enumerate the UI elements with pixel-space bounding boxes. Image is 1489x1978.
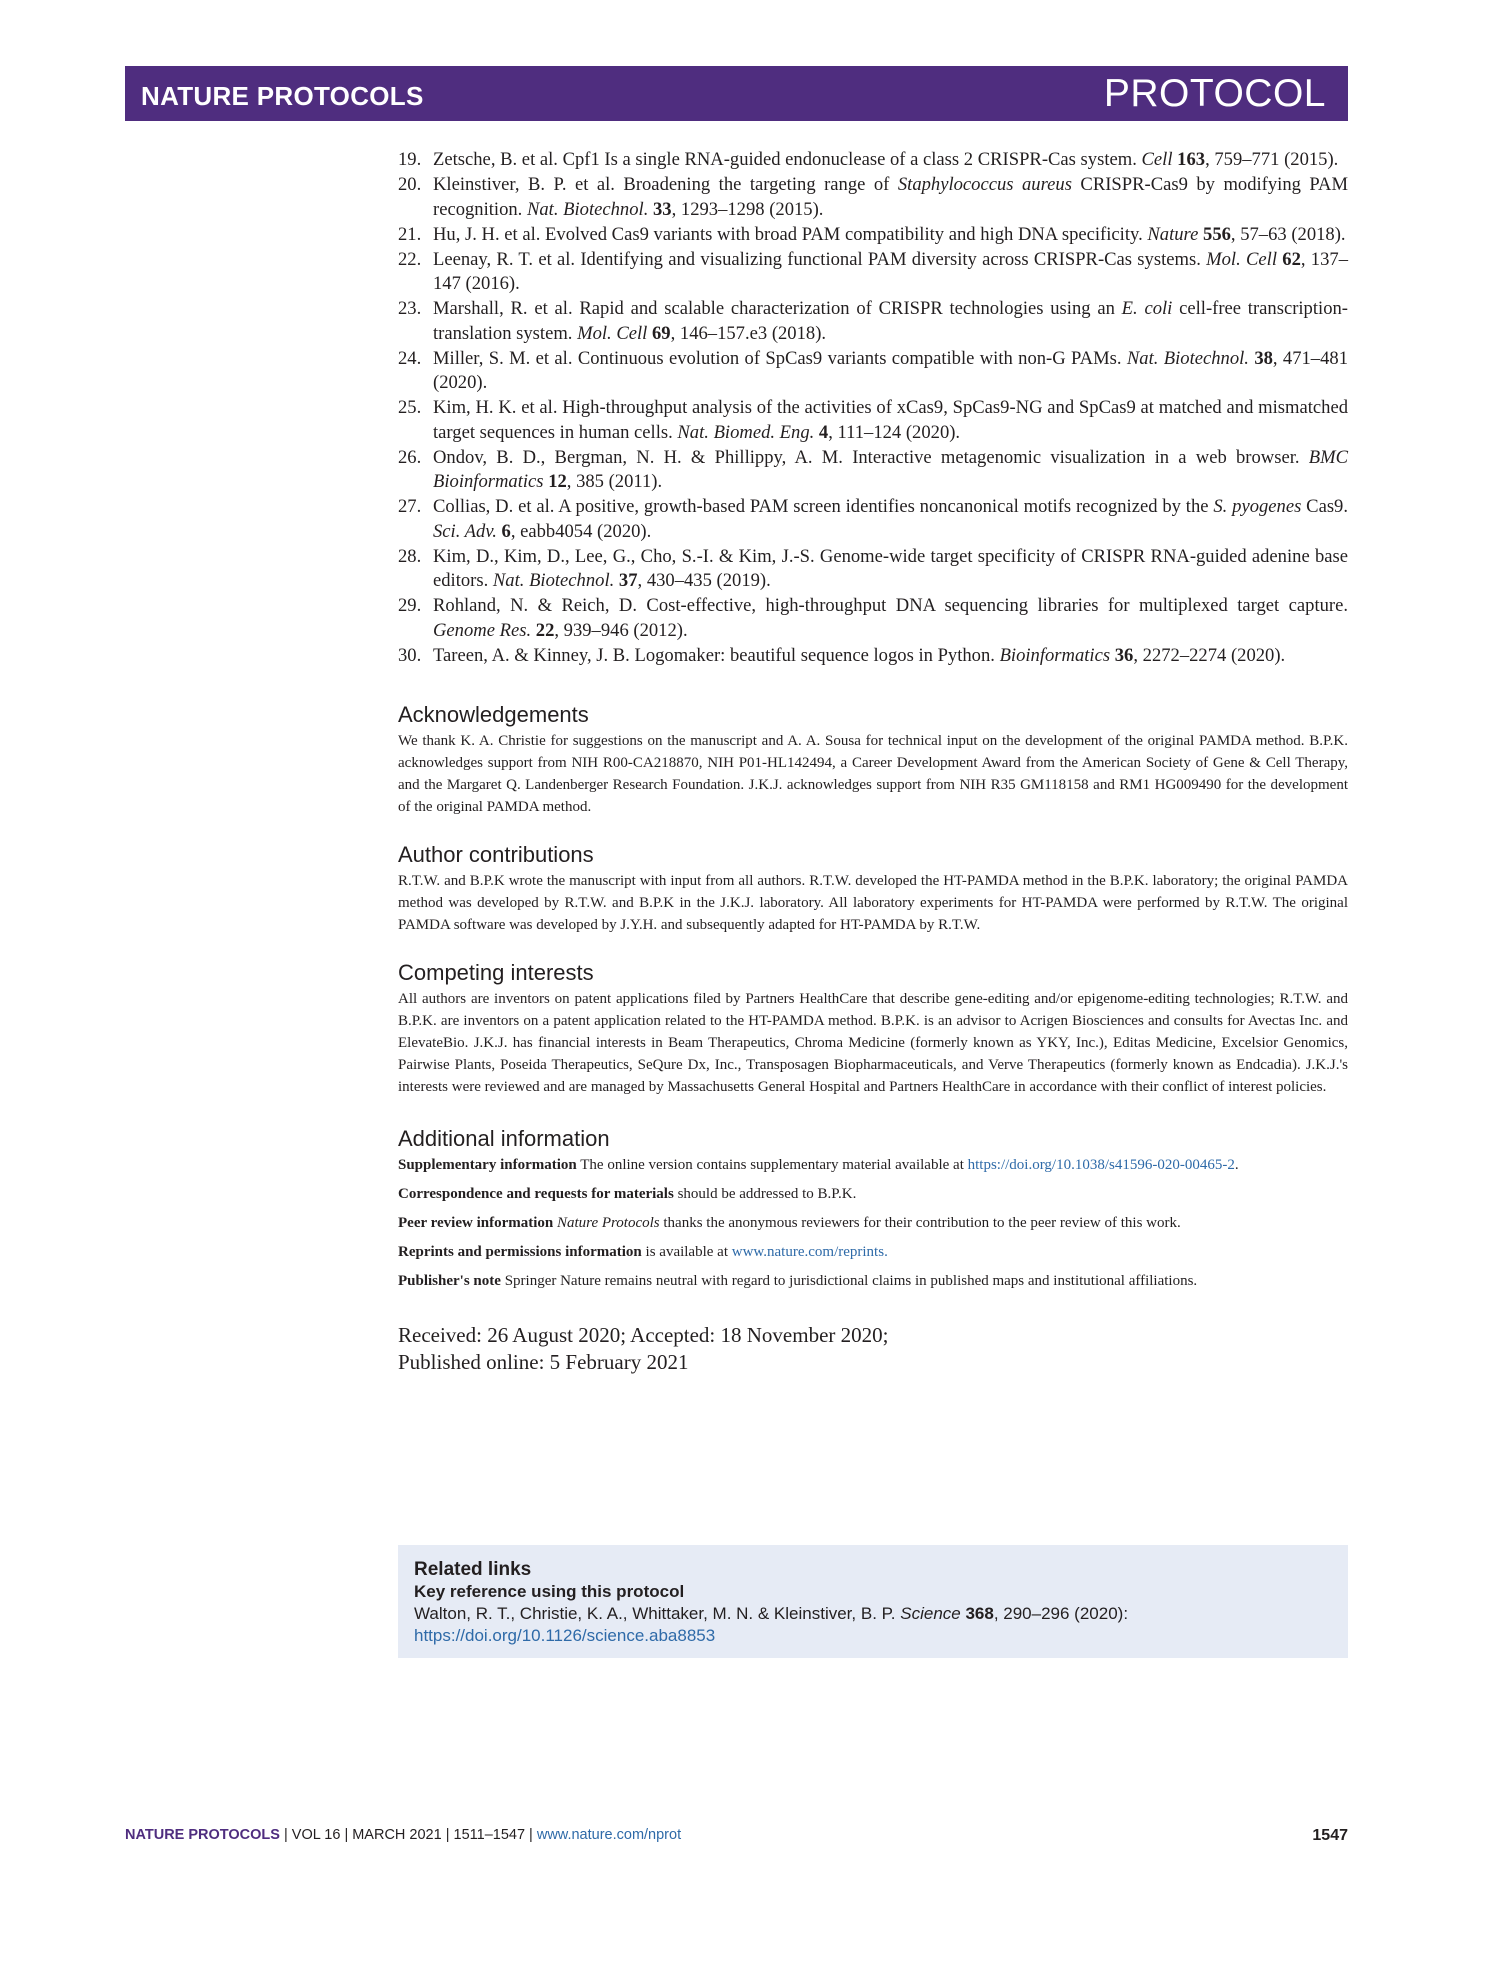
publisher-note: Publisher's note Springer Nature remains neutral with regard to jurisdictional claims in published maps and institutional affiliations. [398, 1273, 1198, 1289]
reference-item: 26. Ondov, B. D., Bergman, N. H. & Phillippy, A. M. Interactive metagenomic visualization in a web browser. BMC Bioinformatics 12, 385 (2011). [398, 446, 1348, 492]
supplementary-info: Supplementary information The online version contains supplementary material available at https://doi.org/10.1038/s41596-020-00465-2. [398, 1157, 1239, 1173]
reprints-info: Reprints and permissions information is available at www.nature.com/reprints. [398, 1244, 888, 1260]
publication-dates [398, 1322, 1348, 1376]
section-body: R.T.W. and B.P.K wrote the manuscript with input from all authors. R.T.W. developed the HT-PAMDA method in the B.P.K. laboratory; the original PAMDA method was developed by R.T.W. and B.P.K in the J.K.J. laboratory. All laboratory experiments for HT-PAMDA were performed by R.T.W. The original PAMDA software was developed by J.Y.H. and subsequently adapted for HT-PAMDA by R.T.W. [398, 873, 1348, 933]
reference-item: 30. Tareen, A. & Kinney, J. B. Logomaker: beautiful sequence logos in Python. Bioinformatics 36, 2272–2274 (2020). [398, 644, 1286, 666]
published-online-date: Published online: 5 February 2021 [398, 1350, 689, 1374]
section-body: All authors are inventors on patent applications filed by Partners HealthCare that describe gene-editing and/or epigenome-editing technologies; R.T.W. and B.P.K. are inventors on a patent application related to the HT-PAMDA method. B.P.K. is an advisor to Acrigen Biosciences and consults for Avectas Inc. and ElevateBio. J.K.J. has financial interests in Beam Therapeutics, Chroma Medicine (formerly known as YKY, Inc.), Editas Medicine, Excelsior Genomics, Pairwise Plants, Poseida Therapeutics, SeQure Dx, Inc., Transposagen Biopharmaceuticals, and Verve Therapeutics (formerly known as Endcadia). J.K.J.'s interests were reviewed and are managed by Massachusetts General Hospital and Partners HealthCare in accordance with their conflict of interest policies. [398, 991, 1348, 1095]
supplementary-link[interactable]: https://doi.org/10.1038/s41596-020-00465-2 [967, 1157, 1235, 1173]
section-title: Competing interests [398, 960, 594, 985]
reference-list [398, 148, 1348, 668]
additional-information-section [398, 1126, 1348, 1292]
journal-name: NATURE PROTOCOLS [141, 81, 424, 111]
acknowledgements-section [398, 702, 1348, 818]
footer-info: NATURE PROTOCOLS | VOL 16 | MARCH 2021 | 1511–1547 | www.nature.com/nprot [125, 1827, 682, 1843]
key-reference: Walton, R. T., Christie, K. A., Whittaker, M. N. & Kleinstiver, B. P. Science 368, 290–296 (2020): https://doi.org/10.1126/science.aba8853 [414, 1604, 1129, 1645]
correspondence-info: Correspondence and requests for materials should be addressed to B.P.K. [398, 1186, 857, 1202]
article-type: PROTOCOL [1103, 72, 1326, 115]
reference-item: 19. Zetsche, B. et al. Cpf1 Is a single RNA-guided endonuclease of a class 2 CRISPR-Cas system. Cell 163, 759–771 (2015). [398, 149, 1339, 170]
reference-item: 22. Leenay, R. T. et al. Identifying and visualizing functional PAM diversity across CRISPR-Cas systems. Mol. Cell 62, 137–147 (2016). [398, 248, 1348, 294]
related-links-subtitle: Key reference using this protocol [414, 1582, 685, 1601]
section-title: Additional information [398, 1126, 610, 1151]
section-title: Author contributions [398, 842, 594, 867]
related-links-title: Related links [414, 1559, 532, 1580]
reference-item: 21. Hu, J. H. et al. Evolved Cas9 variants with broad PAM compatibility and high DNA specificity. Nature 556, 57–63 (2018). [398, 223, 1346, 245]
key-reference-link[interactable]: https://doi.org/10.1126/science.aba8853 [414, 1626, 716, 1645]
footer-journal: NATURE PROTOCOLS [125, 1827, 280, 1843]
peer-review-info: Peer review information Nature Protocols thanks the anonymous reviewers for their contribution to the peer review of this work. [398, 1215, 1181, 1231]
journal-header-bar [125, 66, 1348, 121]
reference-item: 20. Kleinstiver, B. P. et al. Broadening the targeting range of Staphylococcus aureus CRISPR-Cas9 by modifying PAM recognition. Nat. Biotechnol. 33, 1293–1298 (2015). [398, 174, 1349, 220]
related-links-box [398, 1545, 1348, 1658]
main-content [398, 148, 1348, 1376]
reference-item: 23. Marshall, R. et al. Rapid and scalable characterization of CRISPR technologies using an E. coli cell-free transcription-translation system. Mol. Cell 69, 146–157.e3 (2018). [398, 298, 1348, 344]
reference-item: 29. Rohland, N. & Reich, D. Cost-effective, high-throughput DNA sequencing libraries for multiplexed target capture. Genome Res. 22, 939–946 (2012). [398, 595, 1348, 641]
reference-item: 25. Kim, H. K. et al. High-throughput analysis of the activities of xCas9, SpCas9-NG and SpCas9 at matched and mismatched target sequences in human cells. Nat. Biomed. Eng. 4, 111–124 (2020). [398, 397, 1348, 443]
reference-item: 28. Kim, D., Kim, D., Lee, G., Cho, S.-I. & Kim, J.-S. Genome-wide target specificity of CRISPR RNA-guided adenine base editors. Nat. Biotechnol. 37, 430–435 (2019). [398, 545, 1348, 591]
page-number: 1547 [1312, 1827, 1348, 1844]
reference-item: 27. Collias, D. et al. A positive, growth-based PAM screen identifies noncanonical motifs recognized by the S. pyogenes Cas9. Sci. Adv. 6, eabb4054 (2020). [398, 496, 1349, 542]
reprints-link[interactable]: www.nature.com/reprints. [731, 1244, 888, 1260]
reference-item: 24. Miller, S. M. et al. Continuous evolution of SpCas9 variants compatible with non-G PAMs. Nat. Biotechnol. 38, 471–481 (2020). [398, 347, 1348, 393]
section-title: Acknowledgements [398, 702, 589, 727]
footer-url-link[interactable]: www.nature.com/nprot [536, 1827, 682, 1843]
competing-interests-section [398, 960, 1348, 1098]
author-contributions-section [398, 842, 1348, 936]
section-body: We thank K. A. Christie for suggestions on the manuscript and A. A. Sousa for technical input on the development of the original PAMDA method. B.P.K. acknowledges support from NIH R00-CA218870, NIH P01-HL142494, a Career Development Award from the American Society of Gene & Cell Therapy, and the Margaret Q. Landenberger Research Foundation. J.K.J. acknowledges support from NIH R35 GM118158 and RM1 HG009490 for the development of the original PAMDA method. [398, 733, 1348, 815]
received-accepted-dates: Received: 26 August 2020; Accepted: 18 November 2020; [398, 1323, 889, 1347]
